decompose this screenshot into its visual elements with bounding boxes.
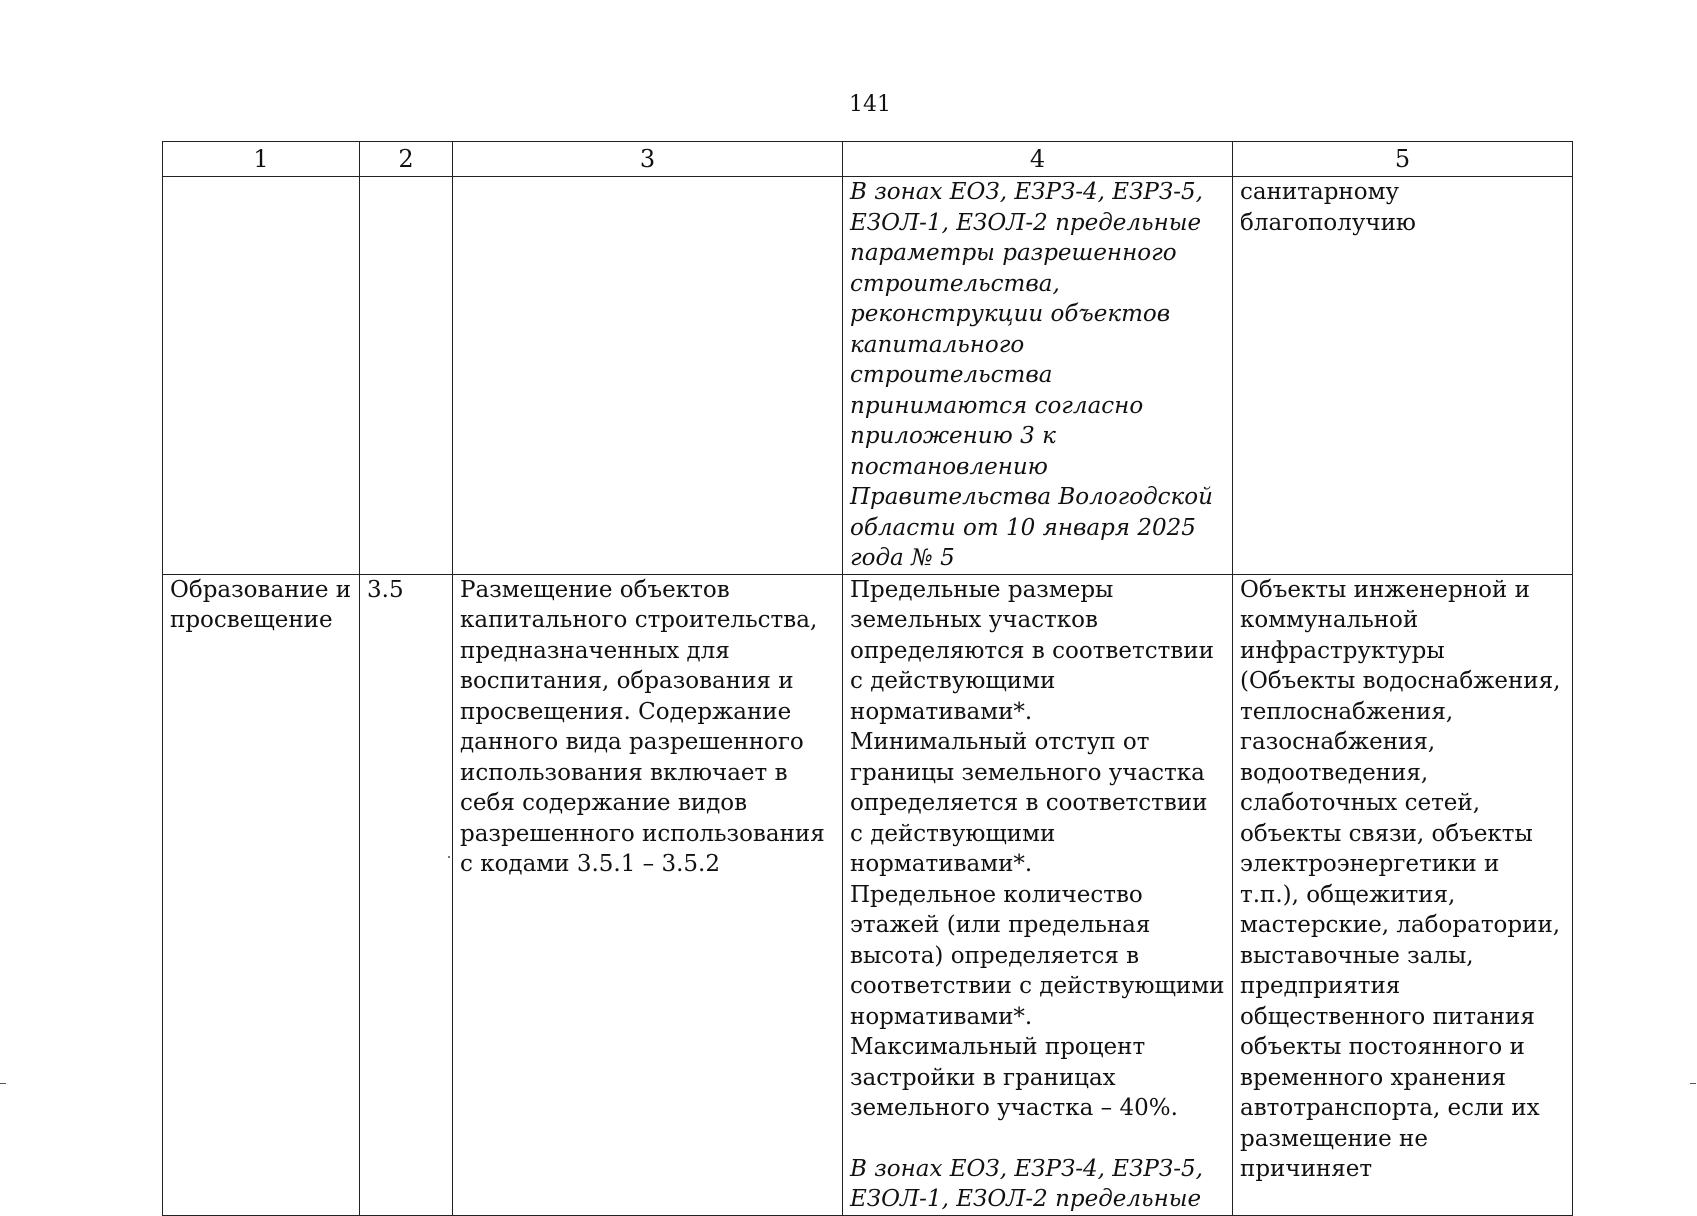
row2-col5-text: Объекты инженерной и коммунальной инфраструктуры (Объекты водоснабжения, теплоснабжения, газоснабжения, водоотведения, слаботочных сетей, объекты связи, объекты электроэнергетики и т.п.), общежития, мастерские, лаборатории, выставочные залы, предприятия общественного питания объекты постоянного и временного хранения автотранспорта, если их размещение не причиняет <box>1240 576 1561 1182</box>
table-row <box>163 574 1573 1215</box>
row2-col4-part-3: Предельное количество этажей (или предельная высота) определяется в соответствии с действующими нормативами*. <box>850 881 1225 1030</box>
row1-col4 <box>843 177 1233 575</box>
row2-col4-italic-text: В зонах ЕОЗ, ЕЗРЗ-4, ЕЗРЗ-5, ЕЗОЛ-1, ЕЗОЛ-2 предельные <box>850 1155 1203 1212</box>
row2-col1 <box>163 574 360 1215</box>
row2-col3 <box>453 574 843 1215</box>
row1-col2 <box>360 177 453 575</box>
row2-col4 <box>843 574 1233 1215</box>
row2-col4-part-4: Максимальный процент застройки в границах земельного участка – 40%. <box>850 1034 1178 1121</box>
page-number: 141 <box>849 92 891 117</box>
row2-col4-gap <box>850 1124 1225 1154</box>
row2-col2 <box>360 574 453 1215</box>
zoning-table <box>162 141 1573 1216</box>
table-header-row <box>163 142 1573 177</box>
row1-col4-italic-text: В зонах ЕОЗ, ЕЗРЗ-4, ЕЗРЗ-5, ЕЗОЛ-1, ЕЗОЛ-2 предельные параметры разрешенного строительства, реконструкции объектов капитального строительства принимаются согласно приложению 3 к постановлению Правительства Вологодской области от 10 января 2025 года № 5 <box>850 179 1213 571</box>
header-col-4: 4 <box>843 142 1233 177</box>
row1-col5-text: санитарному благополучию <box>1240 179 1416 236</box>
row2-col3-text: Размещение объектов капитального строительства, предназначенных для воспитания, образования и просвещения. Содержание данного вида разрешенного использования включает в себя содержание видов разрешенного использования с кодами 3.5.1 – 3.5.2 <box>460 576 825 877</box>
row1-col3 <box>453 177 843 575</box>
header-col-5: 5 <box>1233 142 1573 177</box>
scan-edge-mark-right <box>1690 1083 1696 1084</box>
header-col-3: 3 <box>453 142 843 177</box>
row2-col5 <box>1233 574 1573 1215</box>
row1-col5 <box>1233 177 1573 575</box>
header-col-2: 2 <box>360 142 453 177</box>
table-row <box>163 177 1573 575</box>
scan-edge-mark-left <box>0 1083 6 1084</box>
header-col-1: 1 <box>163 142 360 177</box>
row2-col4-part-2: Минимальный отступ от границы земельного участка определяется в соответствии с действующими нормативами*. <box>850 729 1208 877</box>
row2-col4-part-1: Предельные размеры земельных участков определяются в соответствии с действующими нормативами*. <box>850 576 1214 725</box>
row2-col1-text: Образование и просвещение <box>170 576 352 633</box>
row1-col1 <box>163 177 360 575</box>
row2-col2-text: 3.5 <box>367 576 404 603</box>
scan-speck <box>448 856 450 858</box>
